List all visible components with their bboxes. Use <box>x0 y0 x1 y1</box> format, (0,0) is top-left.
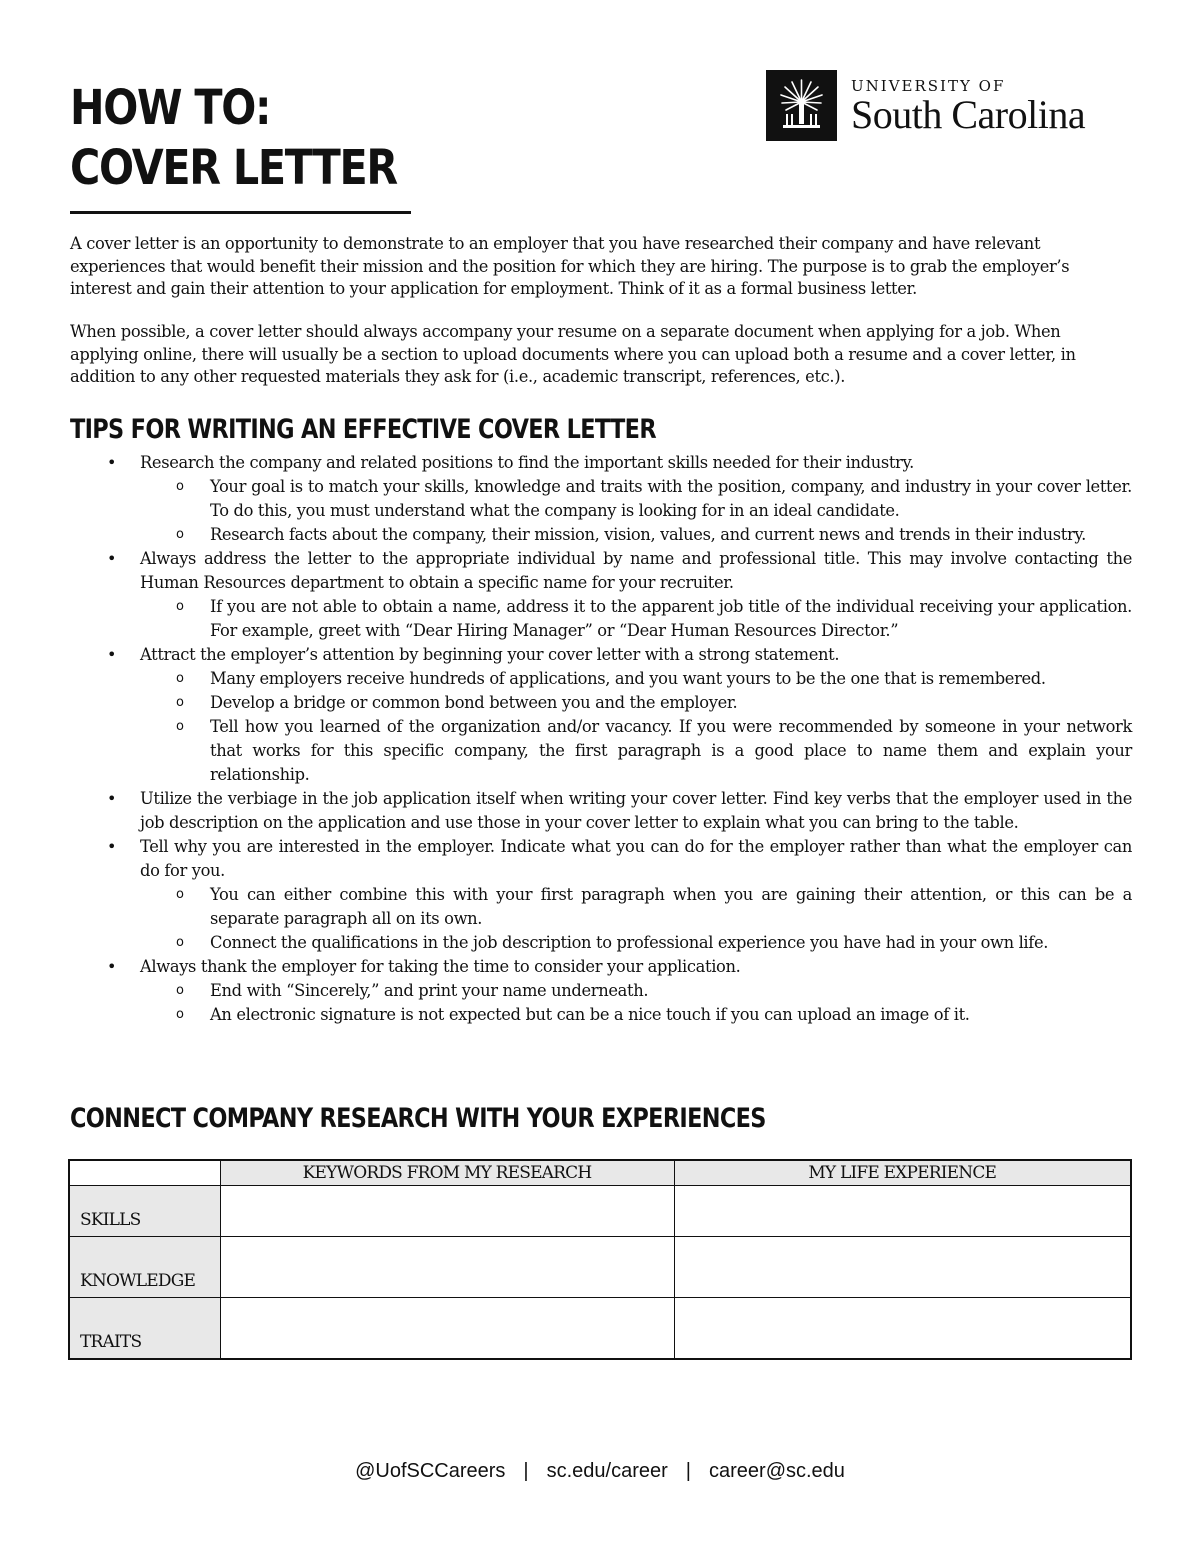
palmetto-tree-icon <box>766 70 837 141</box>
circle-bullet-icon: o <box>176 695 184 710</box>
circle-bullet-icon: o <box>176 935 184 950</box>
row-header-traits: TRAITS <box>69 1297 220 1359</box>
bullet-icon: • <box>107 645 117 664</box>
sub-tip-item <box>140 691 1132 715</box>
table-row <box>69 1236 1131 1297</box>
circle-bullet-icon: o <box>176 719 184 734</box>
footer-website-link[interactable]: sc.edu/career <box>546 1460 668 1482</box>
footer-separator: | <box>685 1460 691 1482</box>
tips-heading: TIPS FOR WRITING AN EFFECTIVE COVER LETTER <box>70 414 656 445</box>
connect-heading: CONNECT COMPANY RESEARCH WITH YOUR EXPERIENCES <box>70 1103 766 1134</box>
table-row <box>69 1185 1131 1236</box>
row-header-knowledge: KNOWLEDGE <box>69 1236 220 1297</box>
tip-text: Always address the letter to the appropriate individual by name and professional title. This may involve contacting the Human Resources department to obtain a specific name for your recruiter. <box>140 549 1132 592</box>
circle-bullet-icon: o <box>176 599 184 614</box>
tip-text: Utilize the verbiage in the job application itself when writing your cover letter. Find key verbs that the employer used in the job description on the application and use those in your cover letter to explain what you can bring to the table. <box>140 789 1132 832</box>
sub-tip-text: An electronic signature is not expected but can be a nice touch if you can upload an image of it. <box>210 1005 970 1024</box>
tip-item <box>70 955 1132 1027</box>
sub-tip-item <box>140 523 1132 547</box>
column-header-keywords: KEYWORDS FROM MY RESEARCH <box>220 1160 674 1185</box>
sub-tip-text: End with “Sincerely,” and print your name underneath. <box>210 981 649 1000</box>
sub-tip-item <box>140 475 1132 523</box>
sub-tip-text: Many employers receive hundreds of applications, and you want yours to be the one that is remembered. <box>210 669 1046 688</box>
sub-tip-text: If you are not able to obtain a name, address it to the apparent job title of the individual receiving your application. For example, greet with “Dear Hiring Manager” or “Dear Human Resources Director.” <box>210 597 1132 640</box>
title-divider <box>70 211 411 214</box>
tip-item <box>70 835 1132 955</box>
sub-tip-item <box>140 1003 1132 1027</box>
university-logo <box>766 70 1085 141</box>
footer-email-link[interactable]: career@sc.edu <box>709 1460 845 1482</box>
sub-tip-item <box>140 595 1132 643</box>
circle-bullet-icon: o <box>176 1007 184 1022</box>
sub-tip-text: Your goal is to match your skills, knowledge and traits with the position, company, and industry in your cover letter. To do this, you must understand what the company is looking for in an ideal candidate. <box>210 477 1132 520</box>
circle-bullet-icon: o <box>176 983 184 998</box>
traits-keywords-cell[interactable] <box>220 1297 674 1359</box>
tip-item <box>70 787 1132 835</box>
table-corner-cell <box>69 1160 220 1185</box>
title-line-1: HOW TO: <box>70 80 271 136</box>
skills-keywords-cell[interactable] <box>220 1185 674 1236</box>
intro-paragraph-1: A cover letter is an opportunity to demonstrate to an employer that you have researched their company and have relevant experiences that would benefit their mission and the position for which they are hiring. The purpose is to grab the employer’s interest and gain their attention to your application for employment. Think of it as a formal business letter. <box>70 234 1070 298</box>
tip-text: Research the company and related positions to find the important skills needed for their industry. <box>140 453 914 472</box>
sub-tip-item <box>140 715 1132 787</box>
bullet-icon: • <box>107 549 117 568</box>
tip-item <box>70 451 1132 547</box>
knowledge-keywords-cell[interactable] <box>220 1236 674 1297</box>
sub-tip-item <box>140 979 1132 1003</box>
circle-bullet-icon: o <box>176 671 184 686</box>
skills-experience-cell[interactable] <box>674 1185 1131 1236</box>
circle-bullet-icon: o <box>176 527 184 542</box>
bullet-icon: • <box>107 837 117 856</box>
document-title <box>70 78 415 198</box>
tip-text: Tell why you are interested in the employer. Indicate what you can do for the employer rather than what the employer can do for you. <box>140 837 1132 880</box>
bullet-icon: • <box>107 789 117 808</box>
bullet-icon: • <box>107 957 117 976</box>
sub-tip-text: Tell how you learned of the organization and/or vacancy. If you were recommended by someone in your network that works for this specific company, the first paragraph is a good place to name them and explain your relationship. <box>210 717 1132 784</box>
logo-main-text: South Carolina <box>851 91 1086 137</box>
footer-separator: | <box>523 1460 529 1482</box>
column-header-experience: MY LIFE EXPERIENCE <box>674 1160 1131 1185</box>
research-worksheet-table <box>68 1159 1132 1360</box>
sub-tip-item <box>140 667 1132 691</box>
sub-tip-item <box>140 931 1132 955</box>
table-row <box>69 1297 1131 1359</box>
knowledge-experience-cell[interactable] <box>674 1236 1131 1297</box>
tip-item <box>70 547 1132 643</box>
tip-text: Always thank the employer for taking the time to consider your application. <box>140 957 741 976</box>
sub-tip-item <box>140 883 1132 931</box>
sub-tip-text: You can either combine this with your first paragraph when you are gaining their attention, or this can be a separate paragraph all on its own. <box>210 885 1132 928</box>
title-line-2: COVER LETTER <box>70 140 397 196</box>
footer-social-handle[interactable]: @UofSCCareers <box>355 1460 506 1482</box>
tips-list <box>70 451 1132 1027</box>
traits-experience-cell[interactable] <box>674 1297 1131 1359</box>
sub-tip-text: Develop a bridge or common bond between you and the employer. <box>210 693 738 712</box>
sub-tip-text: Connect the qualifications in the job description to professional experience you have had in your own life. <box>210 933 1049 952</box>
sub-tip-text: Research facts about the company, their mission, vision, values, and current news and trends in their industry. <box>210 525 1086 544</box>
row-header-skills: SKILLS <box>69 1185 220 1236</box>
intro-paragraph-2: When possible, a cover letter should always accompany your resume on a separate document when applying for a job. When applying online, there will usually be a section to upload documents where you can upload both a resume and a cover letter, in addition to any other requested materials they ask for (i.e., academic transcript, references, etc.). <box>70 322 1076 386</box>
tip-text: Attract the employer’s attention by beginning your cover letter with a strong statement. <box>140 645 840 664</box>
circle-bullet-icon: o <box>176 479 184 494</box>
bullet-icon: • <box>107 453 117 472</box>
footer-contact <box>0 1459 1200 1483</box>
logo-top-text: UNIVERSITY OF <box>851 76 1006 95</box>
tip-item <box>70 643 1132 787</box>
table-header-row <box>69 1160 1131 1185</box>
circle-bullet-icon: o <box>176 887 184 902</box>
